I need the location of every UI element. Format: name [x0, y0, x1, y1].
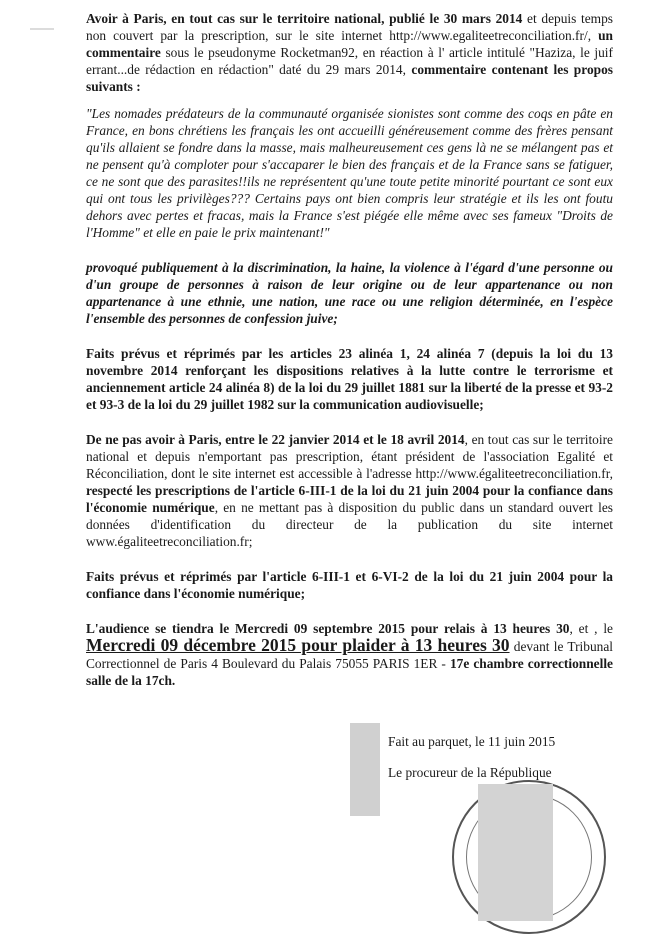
- document-body: [86, 10, 613, 689]
- charge-2-bold-b: respecté les prescriptions de l'article 6-III-1 de la loi du 21 juin 2004 pour la confiance dans l'économie numérique: [86, 483, 613, 515]
- charge-1-text-a: et depuis temps non couvert par la prescription, sur le site internet http://www.egaliteetreconciliation.fr/,: [86, 11, 614, 43]
- charge-1-commentaire: un commentaire: [86, 28, 613, 60]
- signatory-role: Le procureur de la République: [388, 765, 552, 780]
- signature-block: [388, 733, 618, 781]
- charge-1-text-b: sous le pseudonyme Rocketman92, en réaction à l' article intitulé "Haziza, le juif errant...de rédaction en rédaction" daté du 29 mars 2014,: [86, 45, 613, 77]
- paragraph-charge-2: [86, 431, 613, 550]
- charge-1-tail: commentaire contenant les propos suivants :: [86, 62, 614, 94]
- audience-text-c: devant le Tribunal Correctionnel de Paris 4 Boulevard du Palais 75055 PARIS 1ER -: [86, 639, 614, 671]
- charge-1-lead: Avoir à Paris, en tout cas sur le territoire national, publié le 30 mars 2014: [86, 11, 523, 26]
- redaction-signature: [478, 784, 553, 921]
- charge-2-text-c: , en ne mettant pas à disposition du public dans un standard ouvert les données d'identification du directeur de la publication du site internet www.égaliteetreconciliation.fr;: [86, 500, 613, 549]
- quoted-comment: "Les nomades prédateurs de la communauté organisée sionistes sont comme des coqs en pâte en France, en bons chrétiens les français les ont accueilli généreusement comme des frères pensant qu'ils allaient se fondre dans la masse, mais malheureusement ces gens là ne se mélangent pas et ne pensent qu'à comploter pour s'accaparer le bien des français et de la France sans se fatiguer, ce ne sont que des parasites!!ils ne représentent qu'une toute petite minorité pourtant ce sont eux qui ont tous les privilèges??? Certains pays ont bien compris leur stratégie et ils les ont foutu dehors avec pertes et fracas, mais la France s'est piégée elle même avec ses fameux "Droits de l'Homme" et elle en paie le prix maintenant!": [86, 106, 613, 240]
- audience-bold-d: 17e chambre correctionnelle salle de la 17ch.: [86, 656, 613, 688]
- charge-2-text-a: , en tout cas sur le territoire national et depuis n'emportant pas prescription, étant président de l'association Egalité et Réconciliation, dont le site internet est accessible à l'adresse http://www.égaliteetreconciliation.fr,: [86, 432, 613, 481]
- audience-text-b: , et , le: [569, 621, 613, 636]
- scan-mark: [30, 28, 54, 30]
- paragraph-audience: [86, 620, 613, 689]
- audience-date-big: Mercredi 09 décembre 2015 pour plaider à 13 heures 30: [86, 635, 510, 655]
- paragraph-charge-1: [86, 10, 613, 95]
- paragraph-faits-1: Faits prévus et réprimés par les articles 23 alinéa 1, 24 alinéa 7 (depuis la loi du 13 novembre 2014 renforçant les dispositions relatives à la lutte contre le terrorisme et anciennement article 24 alinéa 8) de la loi du 29 juillet 1881 sur la liberté de la presse et 93-2 et 93-3 de la loi du 29 juillet 1982 sur la communication audiovisuelle;: [86, 346, 613, 412]
- incrimination: provoqué publiquement à la discrimination, la haine, la violence à l'égard d'une personne ou d'un groupe de personnes à raison de leur origine ou de leur appartenance ou non appartenance à une ethnie, une nation, une race ou une religion déterminée, en l'espèce l'ensemble des personnes de confession juive;: [86, 260, 613, 326]
- charge-2-lead: De ne pas avoir à Paris, entre le 22 janvier 2014 et le 18 avril 2014: [86, 432, 465, 447]
- audience-bold-a: L'audience se tiendra le Mercredi 09 septembre 2015 pour relais à 13 heures 30: [86, 621, 570, 636]
- paragraph-faits-2: Faits prévus et réprimés par l'article 6-III-1 et 6-VI-2 de la loi du 21 juin 2004 pour la confiance dans l'économie numérique;: [86, 569, 613, 601]
- redaction-box: [350, 723, 380, 816]
- place-date: Fait au parquet, le 11 juin 2015: [388, 734, 556, 749]
